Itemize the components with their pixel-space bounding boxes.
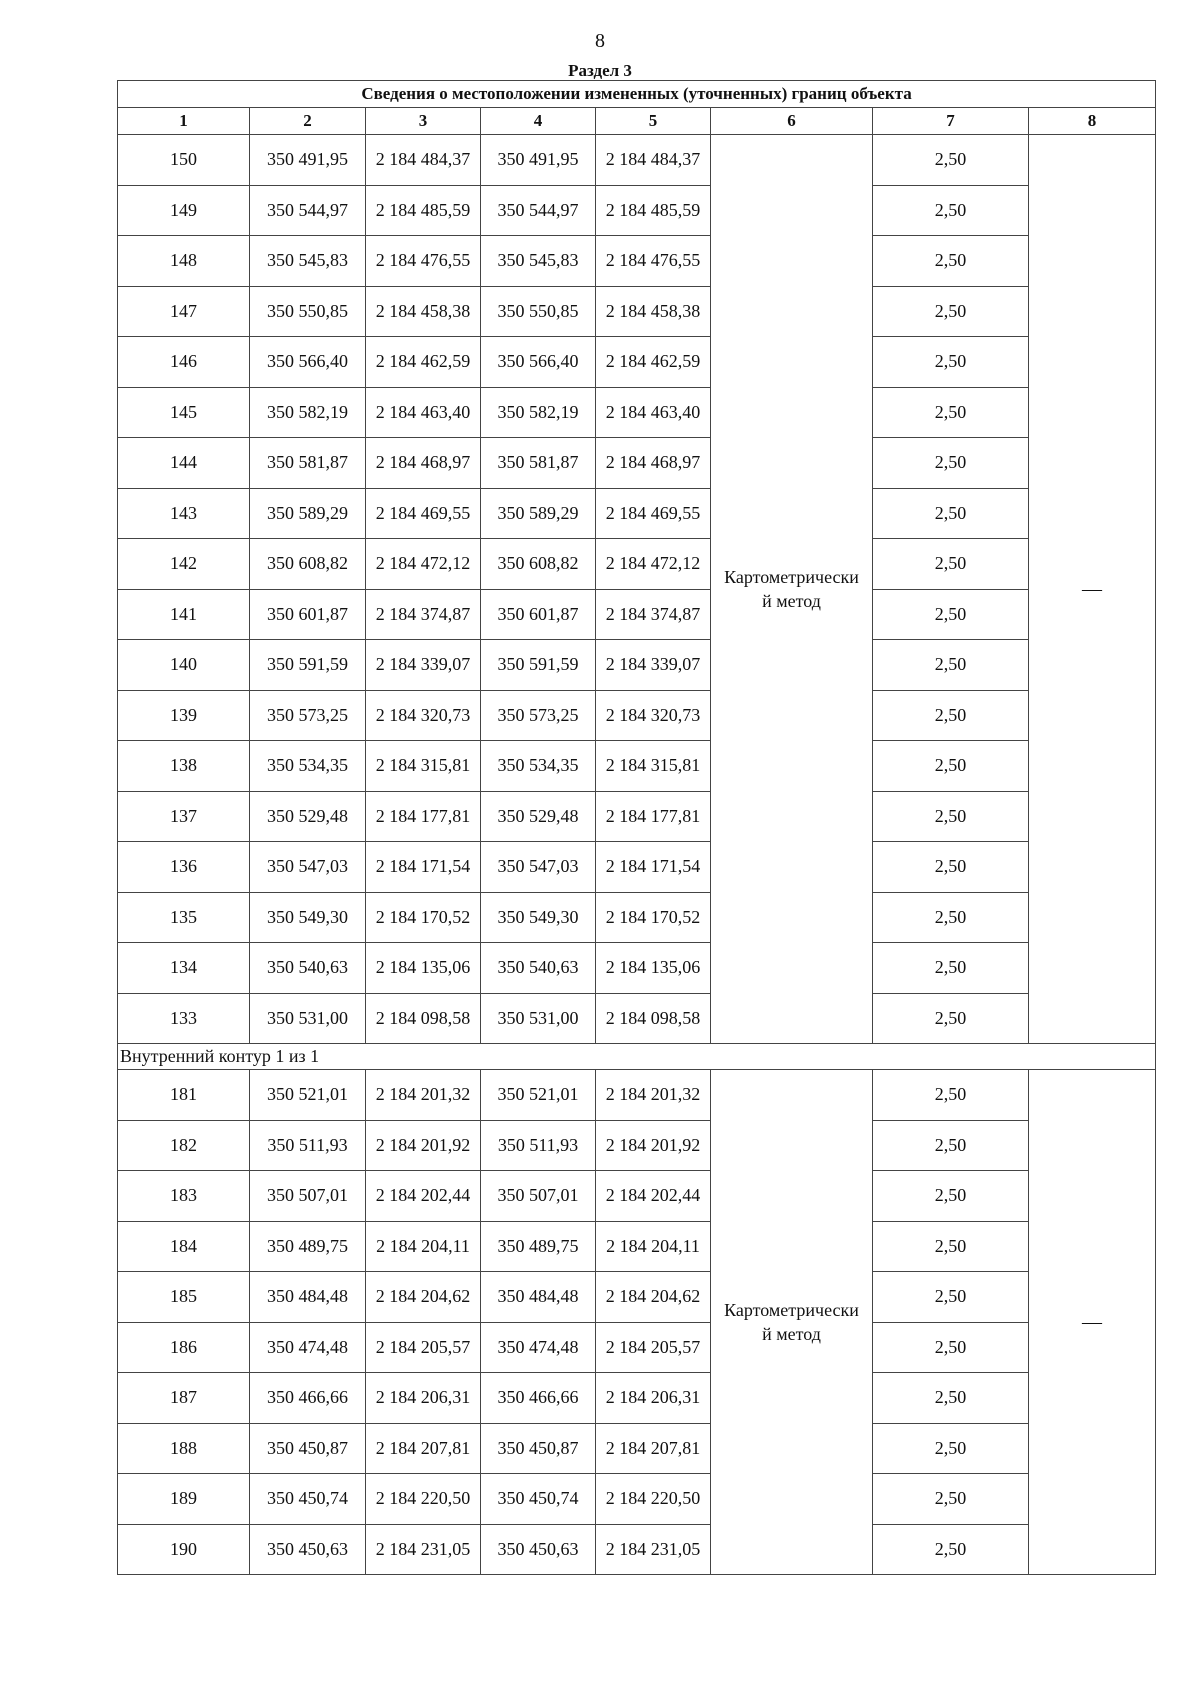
table-row [118, 1524, 1156, 1575]
point-number-cell: 190 [118, 1524, 250, 1575]
point-number-cell: 149 [118, 185, 250, 236]
x-new-cell: 350 549,30 [481, 892, 596, 943]
table-row [118, 135, 1156, 186]
y-new-cell: 2 184 170,52 [596, 892, 711, 943]
x-new-cell: 350 474,48 [481, 1322, 596, 1373]
point-number-cell: 139 [118, 690, 250, 741]
x-existing-cell: 350 550,85 [250, 286, 366, 337]
section-title: Раздел 3 [568, 61, 632, 80]
x-existing-cell: 350 549,30 [250, 892, 366, 943]
accuracy-cell: 2,50 [873, 589, 1029, 640]
accuracy-cell: 2,50 [873, 943, 1029, 994]
point-number-cell: 147 [118, 286, 250, 337]
table-row [118, 741, 1156, 792]
column-number-row [118, 108, 1156, 135]
y-existing-cell: 2 184 201,32 [366, 1070, 481, 1121]
y-new-cell: 2 184 204,11 [596, 1221, 711, 1272]
x-new-cell: 350 534,35 [481, 741, 596, 792]
y-new-cell: 2 184 201,32 [596, 1070, 711, 1121]
x-new-cell: 350 601,87 [481, 589, 596, 640]
x-new-cell: 350 511,93 [481, 1120, 596, 1171]
y-new-cell: 2 184 315,81 [596, 741, 711, 792]
method-cell: Картометрически й метод [711, 1070, 873, 1575]
x-existing-cell: 350 601,87 [250, 589, 366, 640]
table-title: Сведения о местоположении измененных (уточненных) границ объекта [118, 81, 1156, 108]
point-number-cell: 189 [118, 1474, 250, 1525]
y-new-cell: 2 184 171,54 [596, 842, 711, 893]
y-existing-cell: 2 184 374,87 [366, 589, 481, 640]
x-new-cell: 350 589,29 [481, 488, 596, 539]
point-number-cell: 144 [118, 438, 250, 489]
y-existing-cell: 2 184 476,55 [366, 236, 481, 287]
accuracy-cell: 2,50 [873, 1070, 1029, 1121]
point-number-cell: 136 [118, 842, 250, 893]
accuracy-cell: 2,50 [873, 1171, 1029, 1222]
y-new-cell: 2 184 339,07 [596, 640, 711, 691]
x-new-cell: 350 547,03 [481, 842, 596, 893]
table-row [118, 286, 1156, 337]
accuracy-cell: 2,50 [873, 539, 1029, 590]
accuracy-cell: 2,50 [873, 1524, 1029, 1575]
column-number-3: 3 [366, 108, 481, 135]
table-row [118, 185, 1156, 236]
x-existing-cell: 350 511,93 [250, 1120, 366, 1171]
y-existing-cell: 2 184 462,59 [366, 337, 481, 388]
accuracy-cell: 2,50 [873, 1120, 1029, 1171]
y-existing-cell: 2 184 098,58 [366, 993, 481, 1044]
y-existing-cell: 2 184 231,05 [366, 1524, 481, 1575]
y-new-cell: 2 184 201,92 [596, 1120, 711, 1171]
point-number-cell: 148 [118, 236, 250, 287]
y-existing-cell: 2 184 472,12 [366, 539, 481, 590]
accuracy-cell: 2,50 [873, 438, 1029, 489]
x-existing-cell: 350 566,40 [250, 337, 366, 388]
y-existing-cell: 2 184 485,59 [366, 185, 481, 236]
point-number-cell: 138 [118, 741, 250, 792]
x-existing-cell: 350 489,75 [250, 1221, 366, 1272]
x-new-cell: 350 573,25 [481, 690, 596, 741]
column-number-2: 2 [250, 108, 366, 135]
page-number: 8 [595, 30, 605, 52]
y-existing-cell: 2 184 484,37 [366, 135, 481, 186]
note-cell: — [1029, 135, 1156, 1044]
accuracy-cell: 2,50 [873, 387, 1029, 438]
x-new-cell: 350 521,01 [481, 1070, 596, 1121]
table-row [118, 1423, 1156, 1474]
x-new-cell: 350 450,63 [481, 1524, 596, 1575]
x-existing-cell: 350 544,97 [250, 185, 366, 236]
y-new-cell: 2 184 472,12 [596, 539, 711, 590]
table-row [118, 337, 1156, 388]
y-existing-cell: 2 184 320,73 [366, 690, 481, 741]
y-existing-cell: 2 184 469,55 [366, 488, 481, 539]
y-new-cell: 2 184 207,81 [596, 1423, 711, 1474]
x-new-cell: 350 450,74 [481, 1474, 596, 1525]
y-existing-cell: 2 184 339,07 [366, 640, 481, 691]
y-existing-cell: 2 184 201,92 [366, 1120, 481, 1171]
x-existing-cell: 350 608,82 [250, 539, 366, 590]
table-row [118, 892, 1156, 943]
point-number-cell: 150 [118, 135, 250, 186]
point-number-cell: 183 [118, 1171, 250, 1222]
x-new-cell: 350 582,19 [481, 387, 596, 438]
x-new-cell: 350 466,66 [481, 1373, 596, 1424]
y-new-cell: 2 184 374,87 [596, 589, 711, 640]
y-new-cell: 2 184 462,59 [596, 337, 711, 388]
contour-subheader-row [118, 1044, 1156, 1070]
table-row [118, 438, 1156, 489]
x-existing-cell: 350 474,48 [250, 1322, 366, 1373]
y-existing-cell: 2 184 206,31 [366, 1373, 481, 1424]
point-number-cell: 181 [118, 1070, 250, 1121]
table-row [118, 589, 1156, 640]
accuracy-cell: 2,50 [873, 1423, 1029, 1474]
method-cell: Картометрически й метод [711, 135, 873, 1044]
y-new-cell: 2 184 320,73 [596, 690, 711, 741]
accuracy-cell: 2,50 [873, 1272, 1029, 1323]
x-new-cell: 350 450,87 [481, 1423, 596, 1474]
y-existing-cell: 2 184 207,81 [366, 1423, 481, 1474]
accuracy-cell: 2,50 [873, 236, 1029, 287]
x-existing-cell: 350 450,74 [250, 1474, 366, 1525]
y-existing-cell: 2 184 204,11 [366, 1221, 481, 1272]
point-number-cell: 140 [118, 640, 250, 691]
table-row [118, 842, 1156, 893]
y-existing-cell: 2 184 202,44 [366, 1171, 481, 1222]
table-row [118, 1474, 1156, 1525]
point-number-cell: 186 [118, 1322, 250, 1373]
point-number-cell: 188 [118, 1423, 250, 1474]
y-existing-cell: 2 184 135,06 [366, 943, 481, 994]
accuracy-cell: 2,50 [873, 185, 1029, 236]
y-new-cell: 2 184 202,44 [596, 1171, 711, 1222]
table-row [118, 1373, 1156, 1424]
x-existing-cell: 350 521,01 [250, 1070, 366, 1121]
y-new-cell: 2 184 098,58 [596, 993, 711, 1044]
y-new-cell: 2 184 458,38 [596, 286, 711, 337]
y-new-cell: 2 184 485,59 [596, 185, 711, 236]
y-existing-cell: 2 184 177,81 [366, 791, 481, 842]
x-existing-cell: 350 582,19 [250, 387, 366, 438]
x-new-cell: 350 484,48 [481, 1272, 596, 1323]
y-new-cell: 2 184 135,06 [596, 943, 711, 994]
table-row [118, 1070, 1156, 1121]
y-existing-cell: 2 184 205,57 [366, 1322, 481, 1373]
column-number-1: 1 [118, 108, 250, 135]
x-new-cell: 350 540,63 [481, 943, 596, 994]
y-existing-cell: 2 184 458,38 [366, 286, 481, 337]
table-row [118, 488, 1156, 539]
x-new-cell: 350 566,40 [481, 337, 596, 388]
point-number-cell: 135 [118, 892, 250, 943]
table-row [118, 1171, 1156, 1222]
y-new-cell: 2 184 231,05 [596, 1524, 711, 1575]
y-existing-cell: 2 184 468,97 [366, 438, 481, 489]
x-new-cell: 350 529,48 [481, 791, 596, 842]
column-number-8: 8 [1029, 108, 1156, 135]
x-existing-cell: 350 531,00 [250, 993, 366, 1044]
y-new-cell: 2 184 177,81 [596, 791, 711, 842]
x-new-cell: 350 507,01 [481, 1171, 596, 1222]
table-row [118, 690, 1156, 741]
accuracy-cell: 2,50 [873, 791, 1029, 842]
table-row [118, 387, 1156, 438]
accuracy-cell: 2,50 [873, 892, 1029, 943]
x-existing-cell: 350 450,87 [250, 1423, 366, 1474]
y-new-cell: 2 184 463,40 [596, 387, 711, 438]
point-number-cell: 184 [118, 1221, 250, 1272]
point-number-cell: 134 [118, 943, 250, 994]
note-cell: — [1029, 1070, 1156, 1575]
x-existing-cell: 350 591,59 [250, 640, 366, 691]
table-row [118, 539, 1156, 590]
inner-contour-label: Внутренний контур 1 из 1 [118, 1044, 1156, 1070]
accuracy-cell: 2,50 [873, 286, 1029, 337]
y-new-cell: 2 184 206,31 [596, 1373, 711, 1424]
column-number-4: 4 [481, 108, 596, 135]
accuracy-cell: 2,50 [873, 690, 1029, 741]
accuracy-cell: 2,50 [873, 1221, 1029, 1272]
x-existing-cell: 350 573,25 [250, 690, 366, 741]
x-existing-cell: 350 534,35 [250, 741, 366, 792]
x-existing-cell: 350 540,63 [250, 943, 366, 994]
y-new-cell: 2 184 220,50 [596, 1474, 711, 1525]
x-existing-cell: 350 589,29 [250, 488, 366, 539]
y-existing-cell: 2 184 463,40 [366, 387, 481, 438]
accuracy-cell: 2,50 [873, 135, 1029, 186]
x-existing-cell: 350 484,48 [250, 1272, 366, 1323]
x-new-cell: 350 581,87 [481, 438, 596, 489]
table-row [118, 1272, 1156, 1323]
x-new-cell: 350 491,95 [481, 135, 596, 186]
x-existing-cell: 350 491,95 [250, 135, 366, 186]
x-new-cell: 350 489,75 [481, 1221, 596, 1272]
boundary-coordinates-table [117, 80, 1156, 1575]
accuracy-cell: 2,50 [873, 337, 1029, 388]
point-number-cell: 143 [118, 488, 250, 539]
point-number-cell: 146 [118, 337, 250, 388]
x-existing-cell: 350 547,03 [250, 842, 366, 893]
x-existing-cell: 350 529,48 [250, 791, 366, 842]
x-new-cell: 350 608,82 [481, 539, 596, 590]
x-existing-cell: 350 545,83 [250, 236, 366, 287]
point-number-cell: 133 [118, 993, 250, 1044]
y-new-cell: 2 184 468,97 [596, 438, 711, 489]
y-new-cell: 2 184 484,37 [596, 135, 711, 186]
y-new-cell: 2 184 204,62 [596, 1272, 711, 1323]
x-new-cell: 350 545,83 [481, 236, 596, 287]
accuracy-cell: 2,50 [873, 741, 1029, 792]
x-existing-cell: 350 507,01 [250, 1171, 366, 1222]
x-new-cell: 350 544,97 [481, 185, 596, 236]
point-number-cell: 182 [118, 1120, 250, 1171]
table-row [118, 1120, 1156, 1171]
y-existing-cell: 2 184 170,52 [366, 892, 481, 943]
point-number-cell: 137 [118, 791, 250, 842]
table-row [118, 993, 1156, 1044]
x-existing-cell: 350 450,63 [250, 1524, 366, 1575]
accuracy-cell: 2,50 [873, 488, 1029, 539]
point-number-cell: 145 [118, 387, 250, 438]
point-number-cell: 141 [118, 589, 250, 640]
y-existing-cell: 2 184 204,62 [366, 1272, 481, 1323]
point-number-cell: 185 [118, 1272, 250, 1323]
y-new-cell: 2 184 205,57 [596, 1322, 711, 1373]
accuracy-cell: 2,50 [873, 1373, 1029, 1424]
table-row [118, 791, 1156, 842]
table-row [118, 1221, 1156, 1272]
accuracy-cell: 2,50 [873, 640, 1029, 691]
y-existing-cell: 2 184 220,50 [366, 1474, 481, 1525]
point-number-cell: 187 [118, 1373, 250, 1424]
y-new-cell: 2 184 469,55 [596, 488, 711, 539]
accuracy-cell: 2,50 [873, 842, 1029, 893]
accuracy-cell: 2,50 [873, 1474, 1029, 1525]
accuracy-cell: 2,50 [873, 1322, 1029, 1373]
accuracy-cell: 2,50 [873, 993, 1029, 1044]
column-number-5: 5 [596, 108, 711, 135]
column-number-7: 7 [873, 108, 1029, 135]
x-new-cell: 350 531,00 [481, 993, 596, 1044]
x-new-cell: 350 550,85 [481, 286, 596, 337]
x-existing-cell: 350 581,87 [250, 438, 366, 489]
table-row [118, 236, 1156, 287]
y-existing-cell: 2 184 315,81 [366, 741, 481, 792]
table-row [118, 640, 1156, 691]
table-row [118, 1322, 1156, 1373]
x-existing-cell: 350 466,66 [250, 1373, 366, 1424]
point-number-cell: 142 [118, 539, 250, 590]
x-new-cell: 350 591,59 [481, 640, 596, 691]
y-new-cell: 2 184 476,55 [596, 236, 711, 287]
column-number-6: 6 [711, 108, 873, 135]
table-row [118, 943, 1156, 994]
y-existing-cell: 2 184 171,54 [366, 842, 481, 893]
